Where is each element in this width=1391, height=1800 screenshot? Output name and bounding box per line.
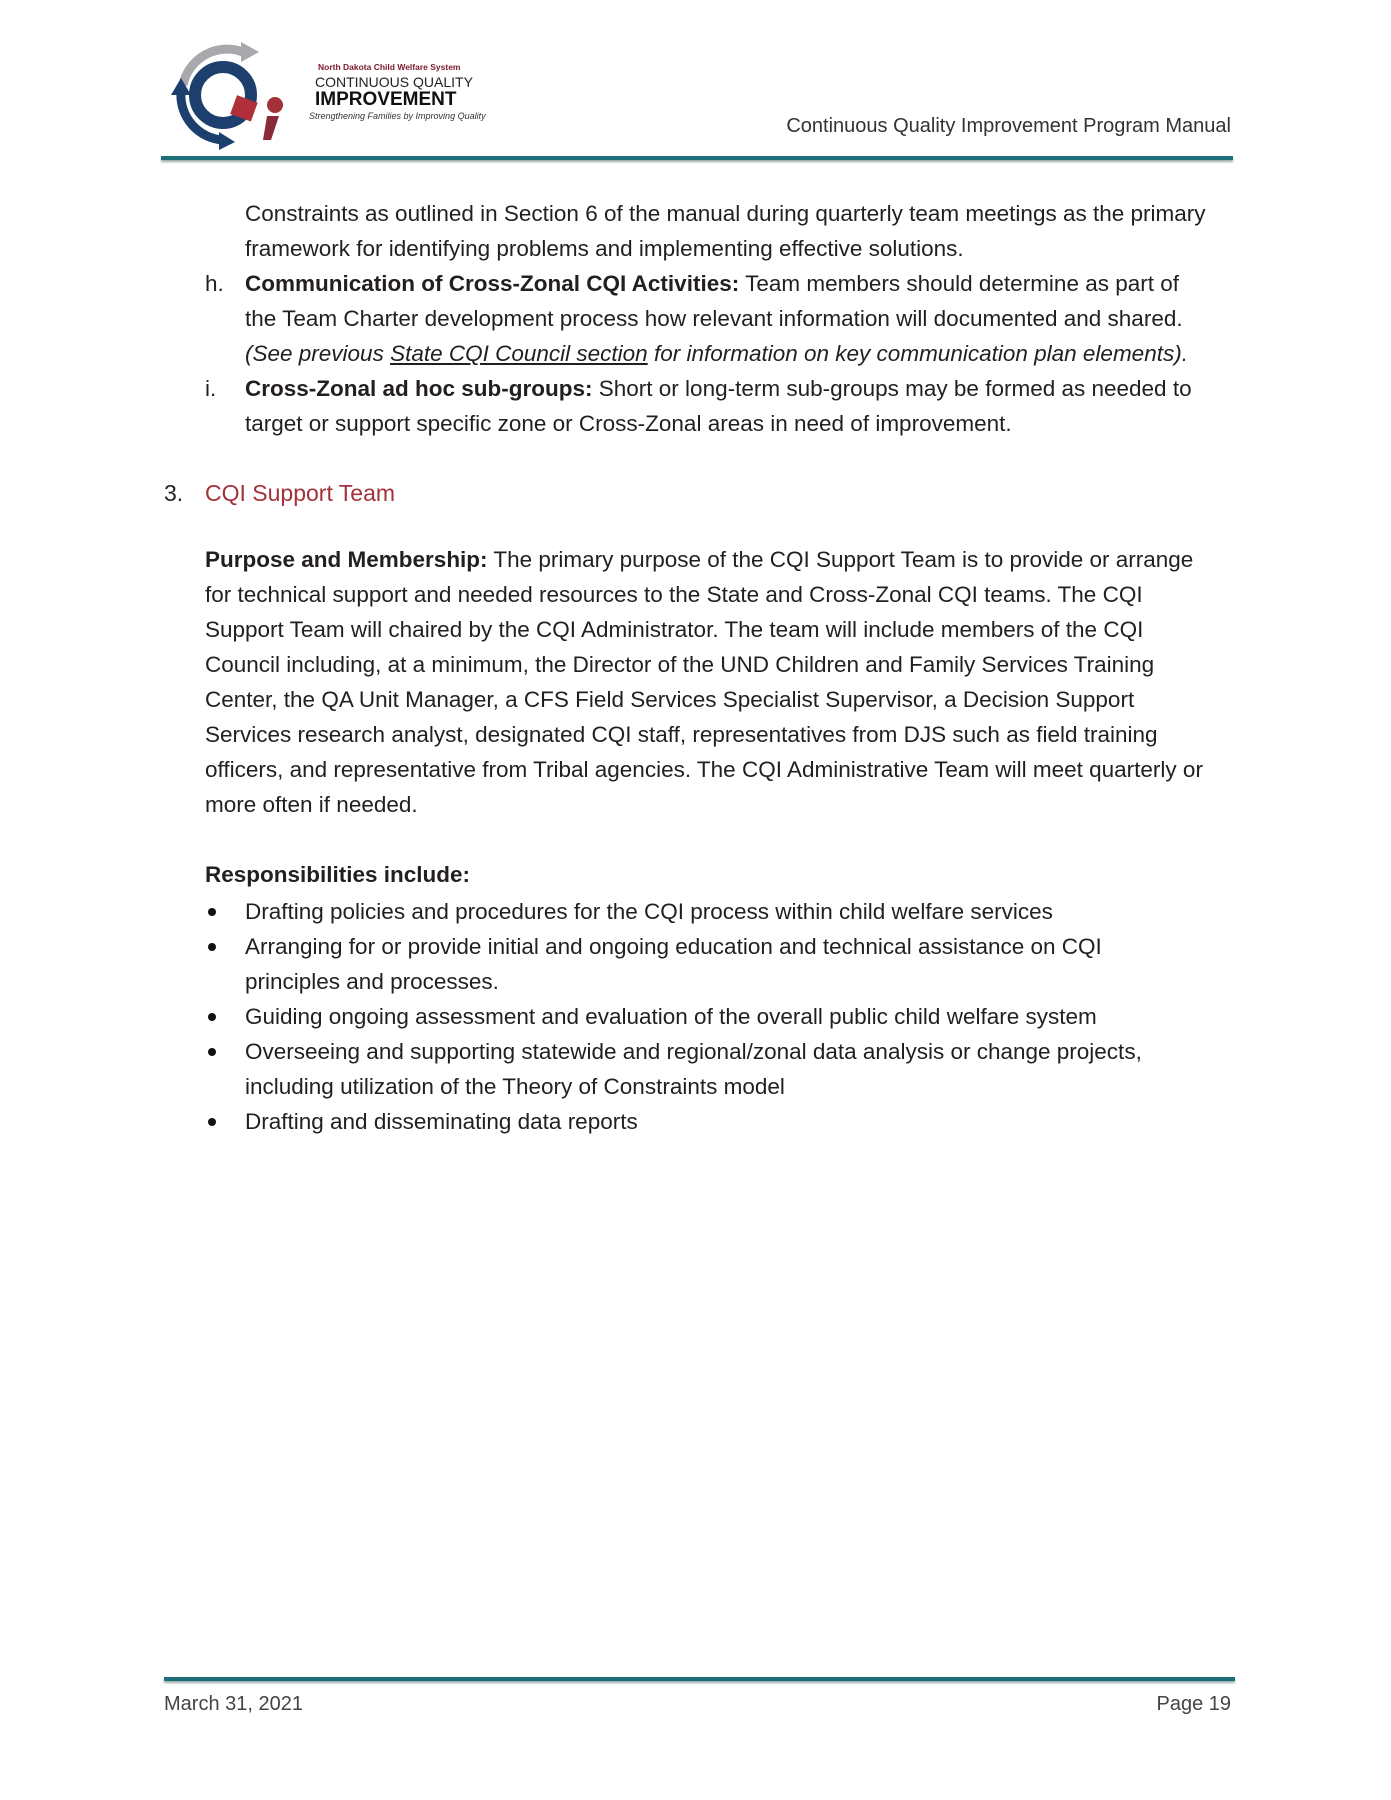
purpose-line: for technical support and needed resources to the State and Cross-Zonal CQI teams. The CQI: [205, 582, 1143, 607]
list-item: principles and processes.: [245, 969, 499, 994]
footer-divider: [164, 1677, 1235, 1681]
list-item-h: [245, 266, 1179, 301]
item-marker: h.: [205, 271, 224, 296]
logo-line2: IMPROVEMENT: [315, 89, 457, 110]
footer-page-number: Page 19: [1156, 1693, 1231, 1715]
item-heading: Communication of Cross-Zonal CQI Activities:: [245, 271, 740, 296]
purpose-line: Council including, at a minimum, the Director of the UND Children and Family Services Training: [205, 652, 1155, 677]
header-divider: [161, 156, 1233, 160]
purpose-line: Support Team will chaired by the CQI Administrator. The team will include members of the CQI: [205, 617, 1144, 642]
item-text: Team members should determine as part of: [739, 271, 1180, 296]
bullet-icon: [208, 1118, 216, 1126]
section-title: CQI Support Team: [205, 480, 396, 506]
list-item: Arranging for or provide initial and ongoing education and technical assistance on CQI: [245, 934, 1102, 959]
purpose-line: [205, 542, 1193, 577]
list-item: Drafting policies and procedures for the CQI process within child welfare services: [245, 899, 1053, 924]
list-item-i: [245, 371, 1192, 406]
item-text: Short or long-term sub-groups may be formed as needed to: [592, 376, 1192, 401]
logo-tagline: Strengthening Families by Improving Quality: [309, 111, 486, 121]
continuation-line: framework for identifying problems and implementing effective solutions.: [245, 236, 964, 261]
logo-system-text: North Dakota Child Welfare System: [318, 62, 461, 72]
bullet-icon: [208, 908, 216, 916]
bullet-icon: [208, 1013, 216, 1021]
purpose-label: Purpose and Membership:: [205, 547, 488, 572]
item-marker: i.: [205, 376, 217, 401]
continuation-line: Constraints as outlined in Section 6 of the manual during quarterly team meetings as the primary: [245, 201, 1206, 226]
purpose-line: Services research analyst, designated CQI staff, representatives from DJS such as field training: [205, 722, 1158, 747]
item-text: the Team Charter development process how relevant information will documented and shared.: [245, 306, 1183, 331]
purpose-line: Center, the QA Unit Manager, a CFS Field Services Specialist Supervisor, a Decision Support: [205, 687, 1135, 712]
list-item: Guiding ongoing assessment and evaluation of the overall public child welfare system: [245, 1004, 1097, 1029]
note-text: (See previous: [245, 341, 391, 366]
responsibilities-label: Responsibilities include:: [205, 862, 471, 887]
state-cqi-council-link[interactable]: State CQI Council section: [390, 341, 648, 366]
bullet-icon: [208, 943, 216, 951]
item-heading: Cross-Zonal ad hoc sub-groups:: [245, 376, 593, 401]
header-title: Continuous Quality Improvement Program Manual: [786, 115, 1231, 137]
list-item: including utilization of the Theory of Constraints model: [245, 1074, 785, 1099]
bullet-icon: [208, 1048, 216, 1056]
item-note: [245, 336, 1188, 371]
note-text: for information on key communication plan elements).: [647, 341, 1188, 366]
logo-line1: CONTINUOUS QUALITY: [315, 74, 473, 90]
section-number: 3.: [164, 480, 184, 506]
item-text: target or support specific zone or Cross-Zonal areas in need of improvement.: [245, 411, 1012, 436]
logo-arrows-icon: [163, 40, 303, 150]
purpose-text: The primary purpose of the CQI Support Team is to provide or arrange: [487, 547, 1194, 572]
list-item: Drafting and disseminating data reports: [245, 1109, 638, 1134]
cqi-logo: [163, 40, 503, 150]
list-item: Overseeing and supporting statewide and regional/zonal data analysis or change projects,: [245, 1039, 1142, 1064]
purpose-line: officers, and representative from Tribal agencies. The CQI Administrative Team will meet quarterly or: [205, 757, 1203, 782]
footer-date: March 31, 2021: [164, 1693, 303, 1715]
purpose-line: more often if needed.: [205, 792, 418, 817]
